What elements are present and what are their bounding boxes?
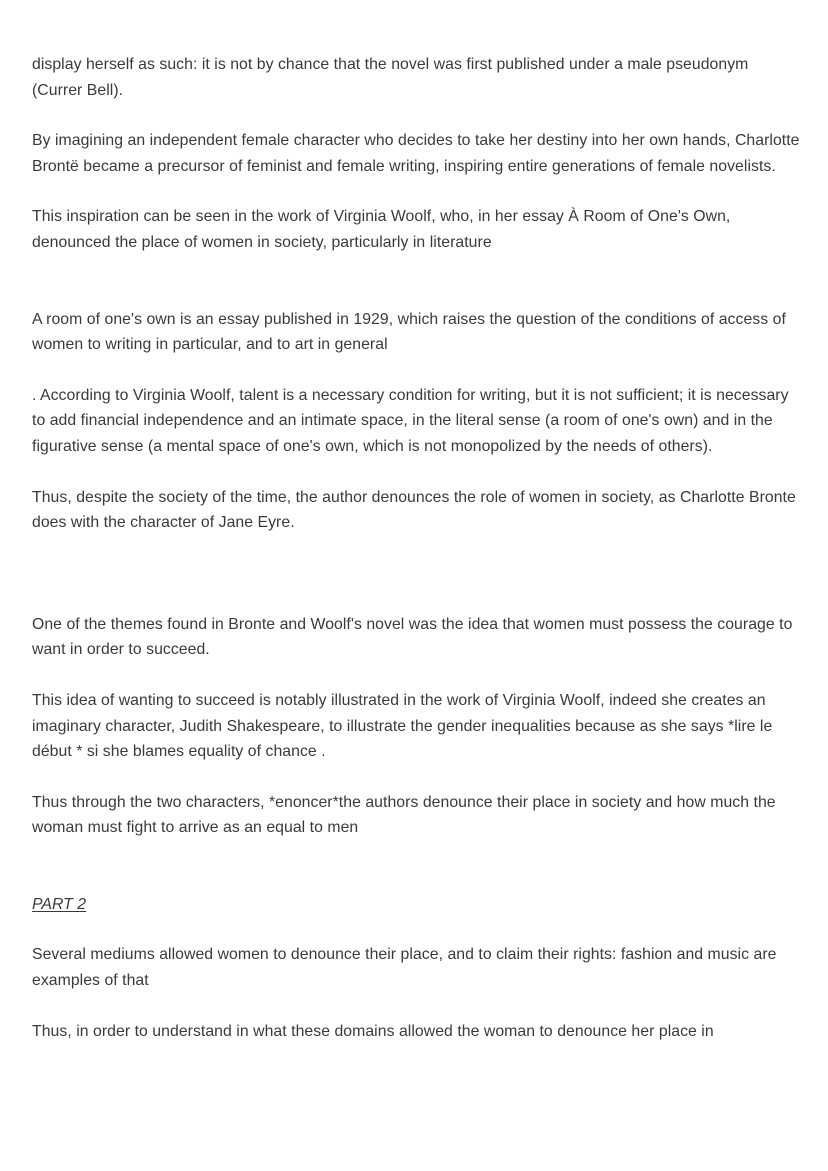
paragraph: Thus, despite the society of the time, the author denounces the role of women in society, as Charlotte Bronte does with the character of Jane Eyre. (32, 488, 796, 532)
paragraph: This inspiration can be seen in the work of Virginia Woolf, who, in her essay À Room of One's Own, denounced the place of women in society, particularly in literature (32, 208, 731, 251)
paragraph: display herself as such: it is not by chance that the novel was first published under a male pseudonym (Currer Bell). (32, 56, 749, 99)
section-heading (32, 892, 802, 918)
section-heading-text: PART 2 (32, 895, 87, 913)
paragraph: Several mediums allowed women to denounce their place, and to claim their rights: fashion and music are examples of that (32, 946, 777, 990)
paragraph: One of the themes found in Bronte and Woolf's novel was the idea that women must possess the courage to want in order to succeed. (32, 615, 793, 659)
paragraph: . According to Virginia Woolf, talent is a necessary condition for writing, but it is not sufficient; it is necessary to add financial independence and an intimate space, in the literal sense (a room of one's own) and in the figurative sense (a mental space of one's own, which is not monopolized by the needs of others). (32, 386, 789, 455)
paragraph: Thus, in order to understand in what these domains allowed the woman to denounce her place in (32, 1022, 714, 1040)
paragraph: Thus through the two characters, *enoncer*the authors denounce their place in society and how much the woman must fight to arrive as an equal to men (32, 793, 776, 837)
paragraph: By imagining an independent female character who decides to take her destiny into her own hands, Charlotte Brontë became a precursor of feminist and female writing, inspiring entire generations of female novelists. (32, 132, 800, 175)
paragraph: This idea of wanting to succeed is notably illustrated in the work of Virginia Woolf, indeed she creates an imaginary character, Judith Shakespeare, to illustrate the gender inequalities because as she says *lire le début * si she blames equality of chance . (32, 691, 773, 761)
document-page (32, 52, 802, 1044)
paragraph: A room of one's own is an essay published in 1929, which raises the question of the conditions of access of women to writing in particular, and to art in general (32, 310, 786, 354)
